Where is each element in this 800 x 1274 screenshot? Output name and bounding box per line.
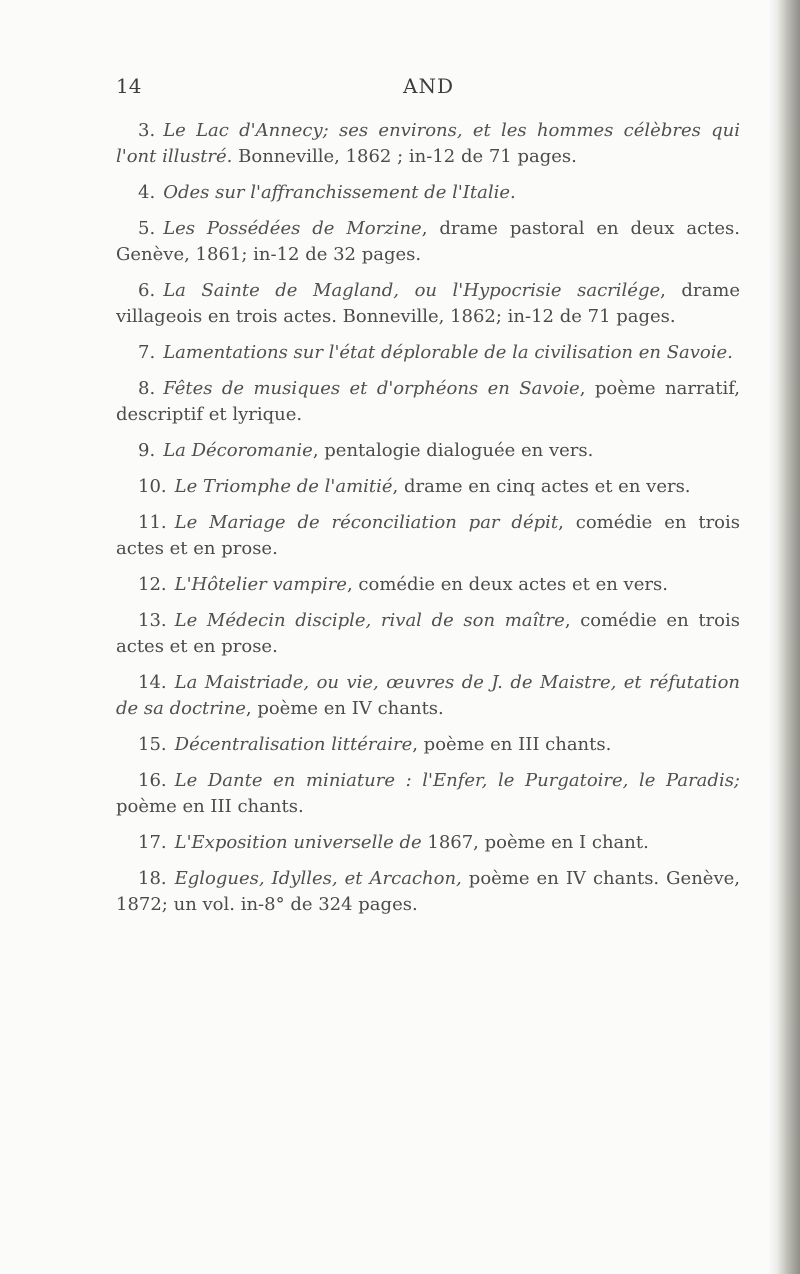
page-gutter-shadow (768, 0, 778, 1274)
entry-title: Eglogues, Idylles, et Arcachon, (174, 868, 462, 889)
entry-details: Bonneville, 1862 ; in-12 de 71 pages. (232, 146, 577, 167)
bibliography-entry (116, 180, 740, 206)
entry-title: Le Dante en miniature : l'Enfer, le Purgatoire, le Paradis; (174, 770, 740, 791)
entry-details: , comédie en deux actes et en vers. (346, 574, 668, 595)
entry-number: 3. (138, 120, 156, 141)
entry-title: Le Médecin disciple, rival de son maître (174, 610, 565, 631)
bibliography-entry (116, 278, 740, 330)
entry-details: poème en III chants. (116, 796, 304, 817)
entry-title: Le Triomphe de l'amitié (174, 476, 393, 497)
entry-details: , drame pastoral en deux actes. Genève, 1861; in-12 de 32 pages. (116, 218, 741, 265)
bibliography-entry (116, 118, 740, 170)
bibliography-entry (116, 866, 740, 918)
entry-title: Les Possédées de Morzine (163, 218, 422, 239)
entry-number: 16. (138, 770, 167, 791)
entry-number: 13. (138, 610, 167, 631)
entry-title: Odes sur l'affranchissement de l'Italie. (163, 182, 516, 203)
entry-title: Le Lac d'Annecy; ses environs, et les hommes célèbres qui l'ont illustré. (116, 120, 740, 167)
bibliography-entry (116, 474, 740, 500)
bibliography-entry (116, 216, 740, 268)
bibliography-entry (116, 608, 740, 660)
bibliography-list (116, 118, 740, 928)
entry-details: 1867, poème en I chant. (421, 832, 649, 853)
entry-details: , drame villageois en trois actes. Bonneville, 1862; in-12 de 71 pages. (116, 280, 740, 327)
entry-details: , comédie en trois actes et en prose. (116, 610, 740, 657)
bibliography-entry (116, 572, 740, 598)
entry-title: La Sainte de Magland, ou l'Hypocrisie sacrilége (163, 280, 661, 301)
entry-title: Fêtes de musiques et d'orphéons en Savoie (163, 378, 580, 399)
entry-details: , poème en III chants. (412, 734, 612, 755)
page-edge (778, 0, 800, 1274)
entry-title: L'Hôtelier vampire (174, 574, 347, 595)
bibliography-entry (116, 768, 740, 820)
entry-details: , comédie en trois actes et en prose. (116, 512, 740, 559)
entry-details: , pentalogie dialoguée en vers. (312, 440, 594, 461)
entry-details: poème en IV chants. Genève, 1872; un vol. in-8° de 324 pages. (116, 868, 740, 915)
entry-number: 18. (138, 868, 167, 889)
page-header (116, 74, 741, 104)
entry-number: 4. (138, 182, 156, 203)
entry-title: Décentralisation littéraire (174, 734, 413, 755)
entry-details: , drame en cinq actes et en vers. (392, 476, 691, 497)
entry-title: Le Mariage de réconciliation par dépit (174, 512, 559, 533)
entry-number: 7. (138, 342, 156, 363)
bibliography-entry (116, 830, 740, 856)
entry-title: La Maistriade, ou vie, œuvres de J. de Maistre, et réfutation de sa doctrine (116, 672, 740, 719)
bibliography-entry (116, 340, 740, 366)
entry-number: 9. (138, 440, 156, 461)
entry-number: 12. (138, 574, 167, 595)
entry-title: La Décoromanie (163, 440, 313, 461)
entry-number: 6. (138, 280, 156, 301)
bibliography-entry (116, 732, 740, 758)
entry-number: 14. (138, 672, 167, 693)
entry-number: 17. (138, 832, 167, 853)
bibliography-entry (116, 670, 740, 722)
entry-number: 5. (138, 218, 156, 239)
entry-number: 8. (138, 378, 156, 399)
bibliography-entry (116, 510, 740, 562)
entry-title: L'Exposition universelle de (174, 832, 422, 853)
running-head: AND (403, 74, 454, 98)
bibliography-entry (116, 438, 740, 464)
entry-number: 15. (138, 734, 167, 755)
entry-number: 10. (138, 476, 167, 497)
entry-title: Lamentations sur l'état déplorable de la civilisation en Savoie. (163, 342, 733, 363)
bibliography-entry (116, 376, 740, 428)
entry-number: 11. (138, 512, 167, 533)
page-number: 14 (116, 74, 142, 98)
entry-details: , poème narratif, descriptif et lyrique. (116, 378, 740, 425)
entry-details: , poème en IV chants. (245, 698, 444, 719)
